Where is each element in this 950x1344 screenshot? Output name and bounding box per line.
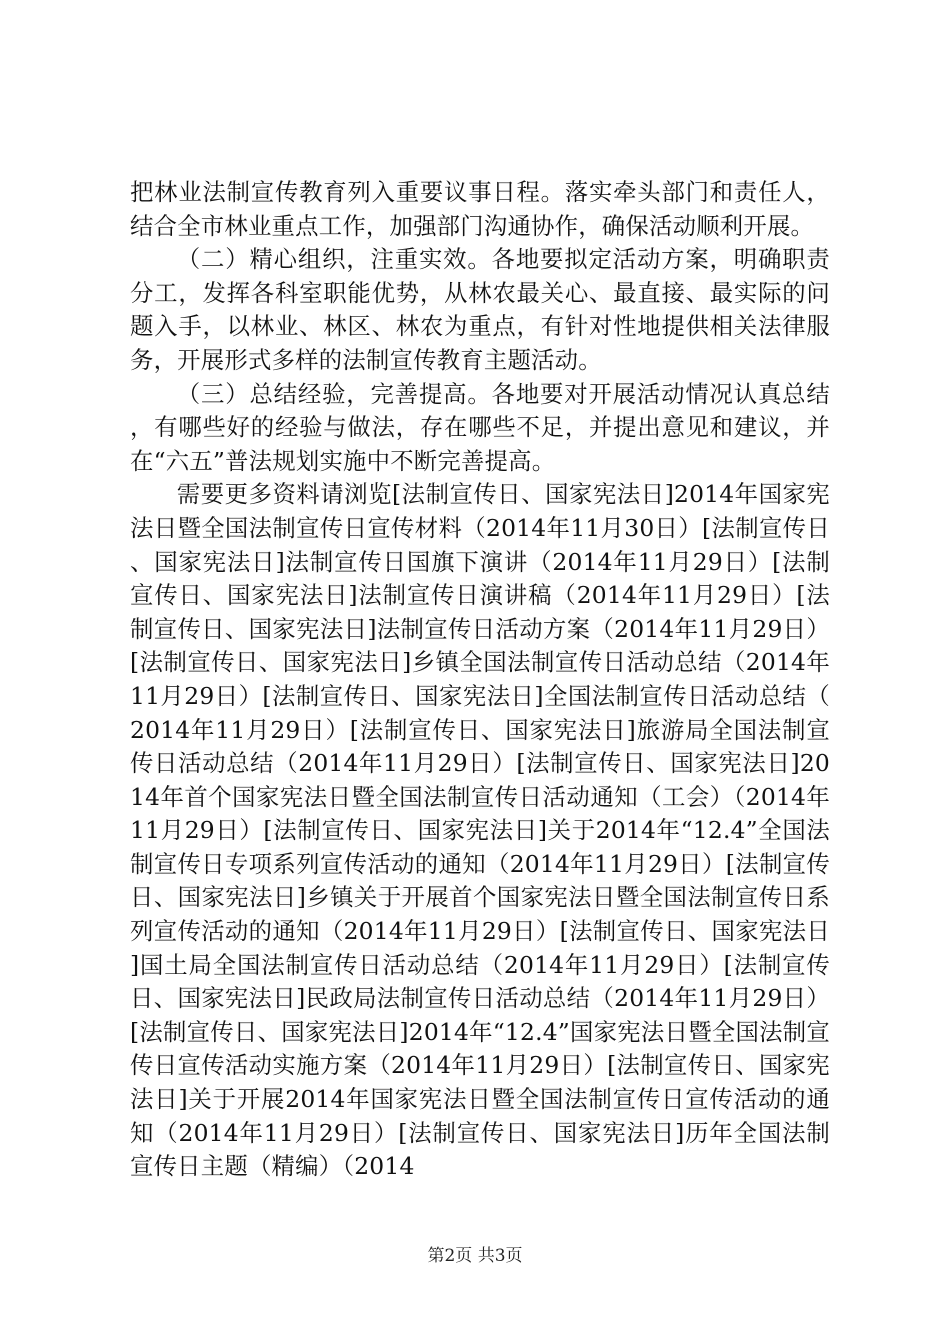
- paragraph-continuation: 把林业法制宣传教育列入重要议事日程。落实牵头部门和责任人，结合全市林业重点工作，加强部门沟通协作，确保活动顺利开展。: [130, 178, 830, 240]
- paragraph-summary: （三）总结经验，完善提高。各地要对开展活动情况认真总结，有哪些好的经验与做法，存在哪些不足，并提出意见和建议，并在“六五”普法规划实施中不断完善提高。: [130, 379, 830, 475]
- document-body: [130, 176, 830, 1184]
- paragraph-organize: （二）精心组织，注重实效。各地要拟定活动方案，明确职责分工，发挥各科室职能优势，从林农最关心、最直接、最实际的问题入手，以林业、林区、林农为重点，有针对性地提供相关法律服务，开展形式多样的法制宣传教育主题活动。: [130, 245, 830, 374]
- paragraph-more-resources: 需要更多资料请浏览[法制宣传日、国家宪法日]2014年国家宪法日暨全国法制宣传日宣传材料（2014年11月30日）[法制宣传日、国家宪法日]法制宣传日国旗下演讲（2014年11月29日）[法制宣传日、国家宪法日]法制宣传日演讲稿（2014年11月29日）[法制宣传日、国家宪法日]法制宣传日活动方案（2014年11月29日）[法制宣传日、国家宪法日]乡镇全国法制宣传日活动总结（2014年11月29日）[法制宣传日、国家宪法日]全国法制宣传日活动总结（2014年11月29日）[法制宣传日、国家宪法日]旅游局全国法制宣传日活动总结（2014年11月29日）[法制宣传日、国家宪法日]2014年首个国家宪法日暨全国法制宣传日活动通知（工会）（2014年11月29日）[法制宣传日、国家宪法日]关于2014年“12.4”全国法制宣传日专项系列宣传活动的通知（2014年11月29日）[法制宣传日、国家宪法日]乡镇关于开展首个国家宪法日暨全国法制宣传日系列宣传活动的通知（2014年11月29日）[法制宣传日、国家宪法日]国土局全国法制宣传日活动总结（2014年11月29日）[法制宣传日、国家宪法日]民政局法制宣传日活动总结（2014年11月29日）[法制宣传日、国家宪法日]2014年“12.4”国家宪法日暨全国法制宣传日宣传活动实施方案（2014年11月29日）[法制宣传日、国家宪法日]关于开展2014年国家宪法日暨全国法制宣传日宣传活动的通知（2014年11月29日）[法制宣传日、国家宪法日]历年全国法制宣传日主题（精编）（2014: [130, 480, 830, 1181]
- page-footer: 第2页 共3页: [427, 1246, 523, 1266]
